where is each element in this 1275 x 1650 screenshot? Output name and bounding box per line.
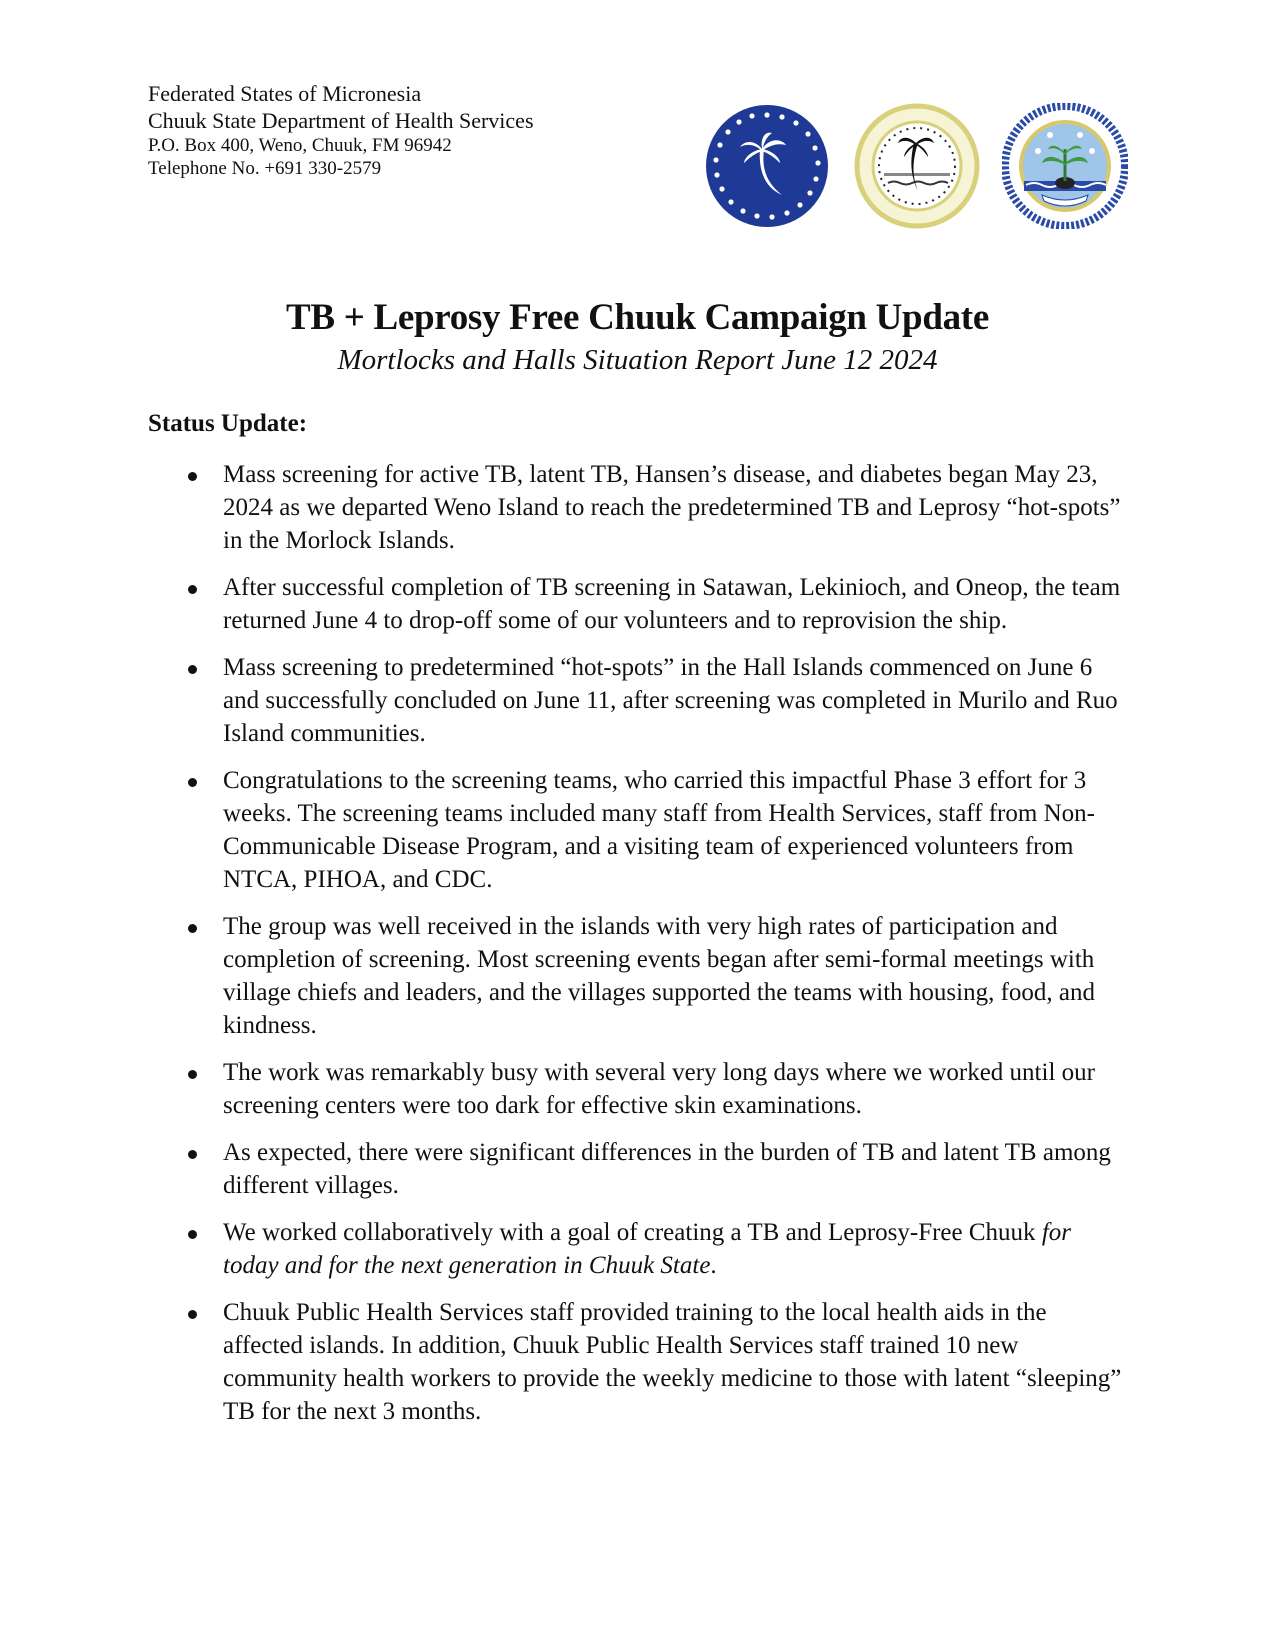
list-item: After successful completion of TB screening in Satawan, Lekinioch, and Oneop, the team returned June 4 to drop-off some of our volunteers and to reprovision the ship.	[148, 571, 1128, 637]
bullet-icon	[188, 1070, 197, 1079]
status-bullet-list	[148, 458, 1128, 1442]
governor-seal-icon	[854, 103, 980, 234]
bullet-icon	[188, 778, 197, 787]
bullet-icon	[188, 924, 197, 933]
list-item: Mass screening for active TB, latent TB, Hansen’s disease, and diabetes began May 23, 2024 as we departed Weno Island to reach the predetermined TB and Leprosy “hot-spots” in the Morlock Islands.	[148, 458, 1128, 557]
bullet-icon	[188, 1230, 197, 1239]
letterhead-country: Federated States of Micronesia	[148, 81, 422, 106]
letterhead-address: P.O. Box 400, Weno, Chuuk, FM 96942	[148, 135, 452, 156]
list-item: As expected, there were significant differences in the burden of TB and latent TB among different villages.	[148, 1136, 1128, 1202]
bullet-icon	[188, 585, 197, 594]
page-subtitle: Mortlocks and Halls Situation Report June 12 2024	[337, 344, 938, 376]
list-item: The work was remarkably busy with several very long days where we worked until our screening centers were too dark for effective skin examinations.	[148, 1056, 1128, 1122]
bullet-icon	[188, 1310, 197, 1319]
italic-phrase: for today and for the next generation in Chuuk State	[223, 1219, 1071, 1279]
letterhead	[148, 80, 534, 180]
list-item: Mass screening to predetermined “hot-spots” in the Hall Islands commenced on June 6 and successfully concluded on June 11, after screening was completed in Murilo and Ruo Island communities.	[148, 651, 1128, 750]
list-item: Chuuk Public Health Services staff provided training to the local health aids in the affected islands. In addition, Chuuk Public Health Services staff trained 10 new community health workers to provide the weekly medicine to those with latent “sleeping” TB for the next 3 months.	[148, 1296, 1128, 1428]
list-item: Congratulations to the screening teams, who carried this impactful Phase 3 effort for 3 weeks. The screening teams included many staff from Health Services, staff from Non-Communicable Disease Program, and a visiting team of experienced volunteers from NTCA, PIHOA, and CDC.	[148, 764, 1128, 896]
letterhead-department: Chuuk State Department of Health Services	[148, 108, 534, 133]
fsm-government-seal-icon	[1002, 103, 1128, 234]
bullet-icon	[188, 1150, 197, 1159]
letterhead-telephone: Telephone No. +691 330-2579	[148, 158, 382, 179]
status-update-heading: Status Update:	[148, 410, 308, 437]
page-title: TB + Leprosy Free Chuuk Campaign Update	[286, 297, 989, 338]
seals-row	[704, 103, 1134, 229]
chuuk-flag-seal-icon	[704, 103, 830, 234]
bullet-icon	[188, 472, 197, 481]
list-item: The group was well received in the islands with very high rates of participation and completion of screening. Most screening events began after semi-formal meetings with village chiefs and leaders, and the villages supported the teams with housing, food, and kindness.	[148, 910, 1128, 1042]
bullet-icon	[188, 665, 197, 674]
list-item: We worked collaboratively with a goal of creating a TB and Leprosy-Free Chuuk for today and for the next generation in Chuuk State.	[148, 1216, 1128, 1282]
